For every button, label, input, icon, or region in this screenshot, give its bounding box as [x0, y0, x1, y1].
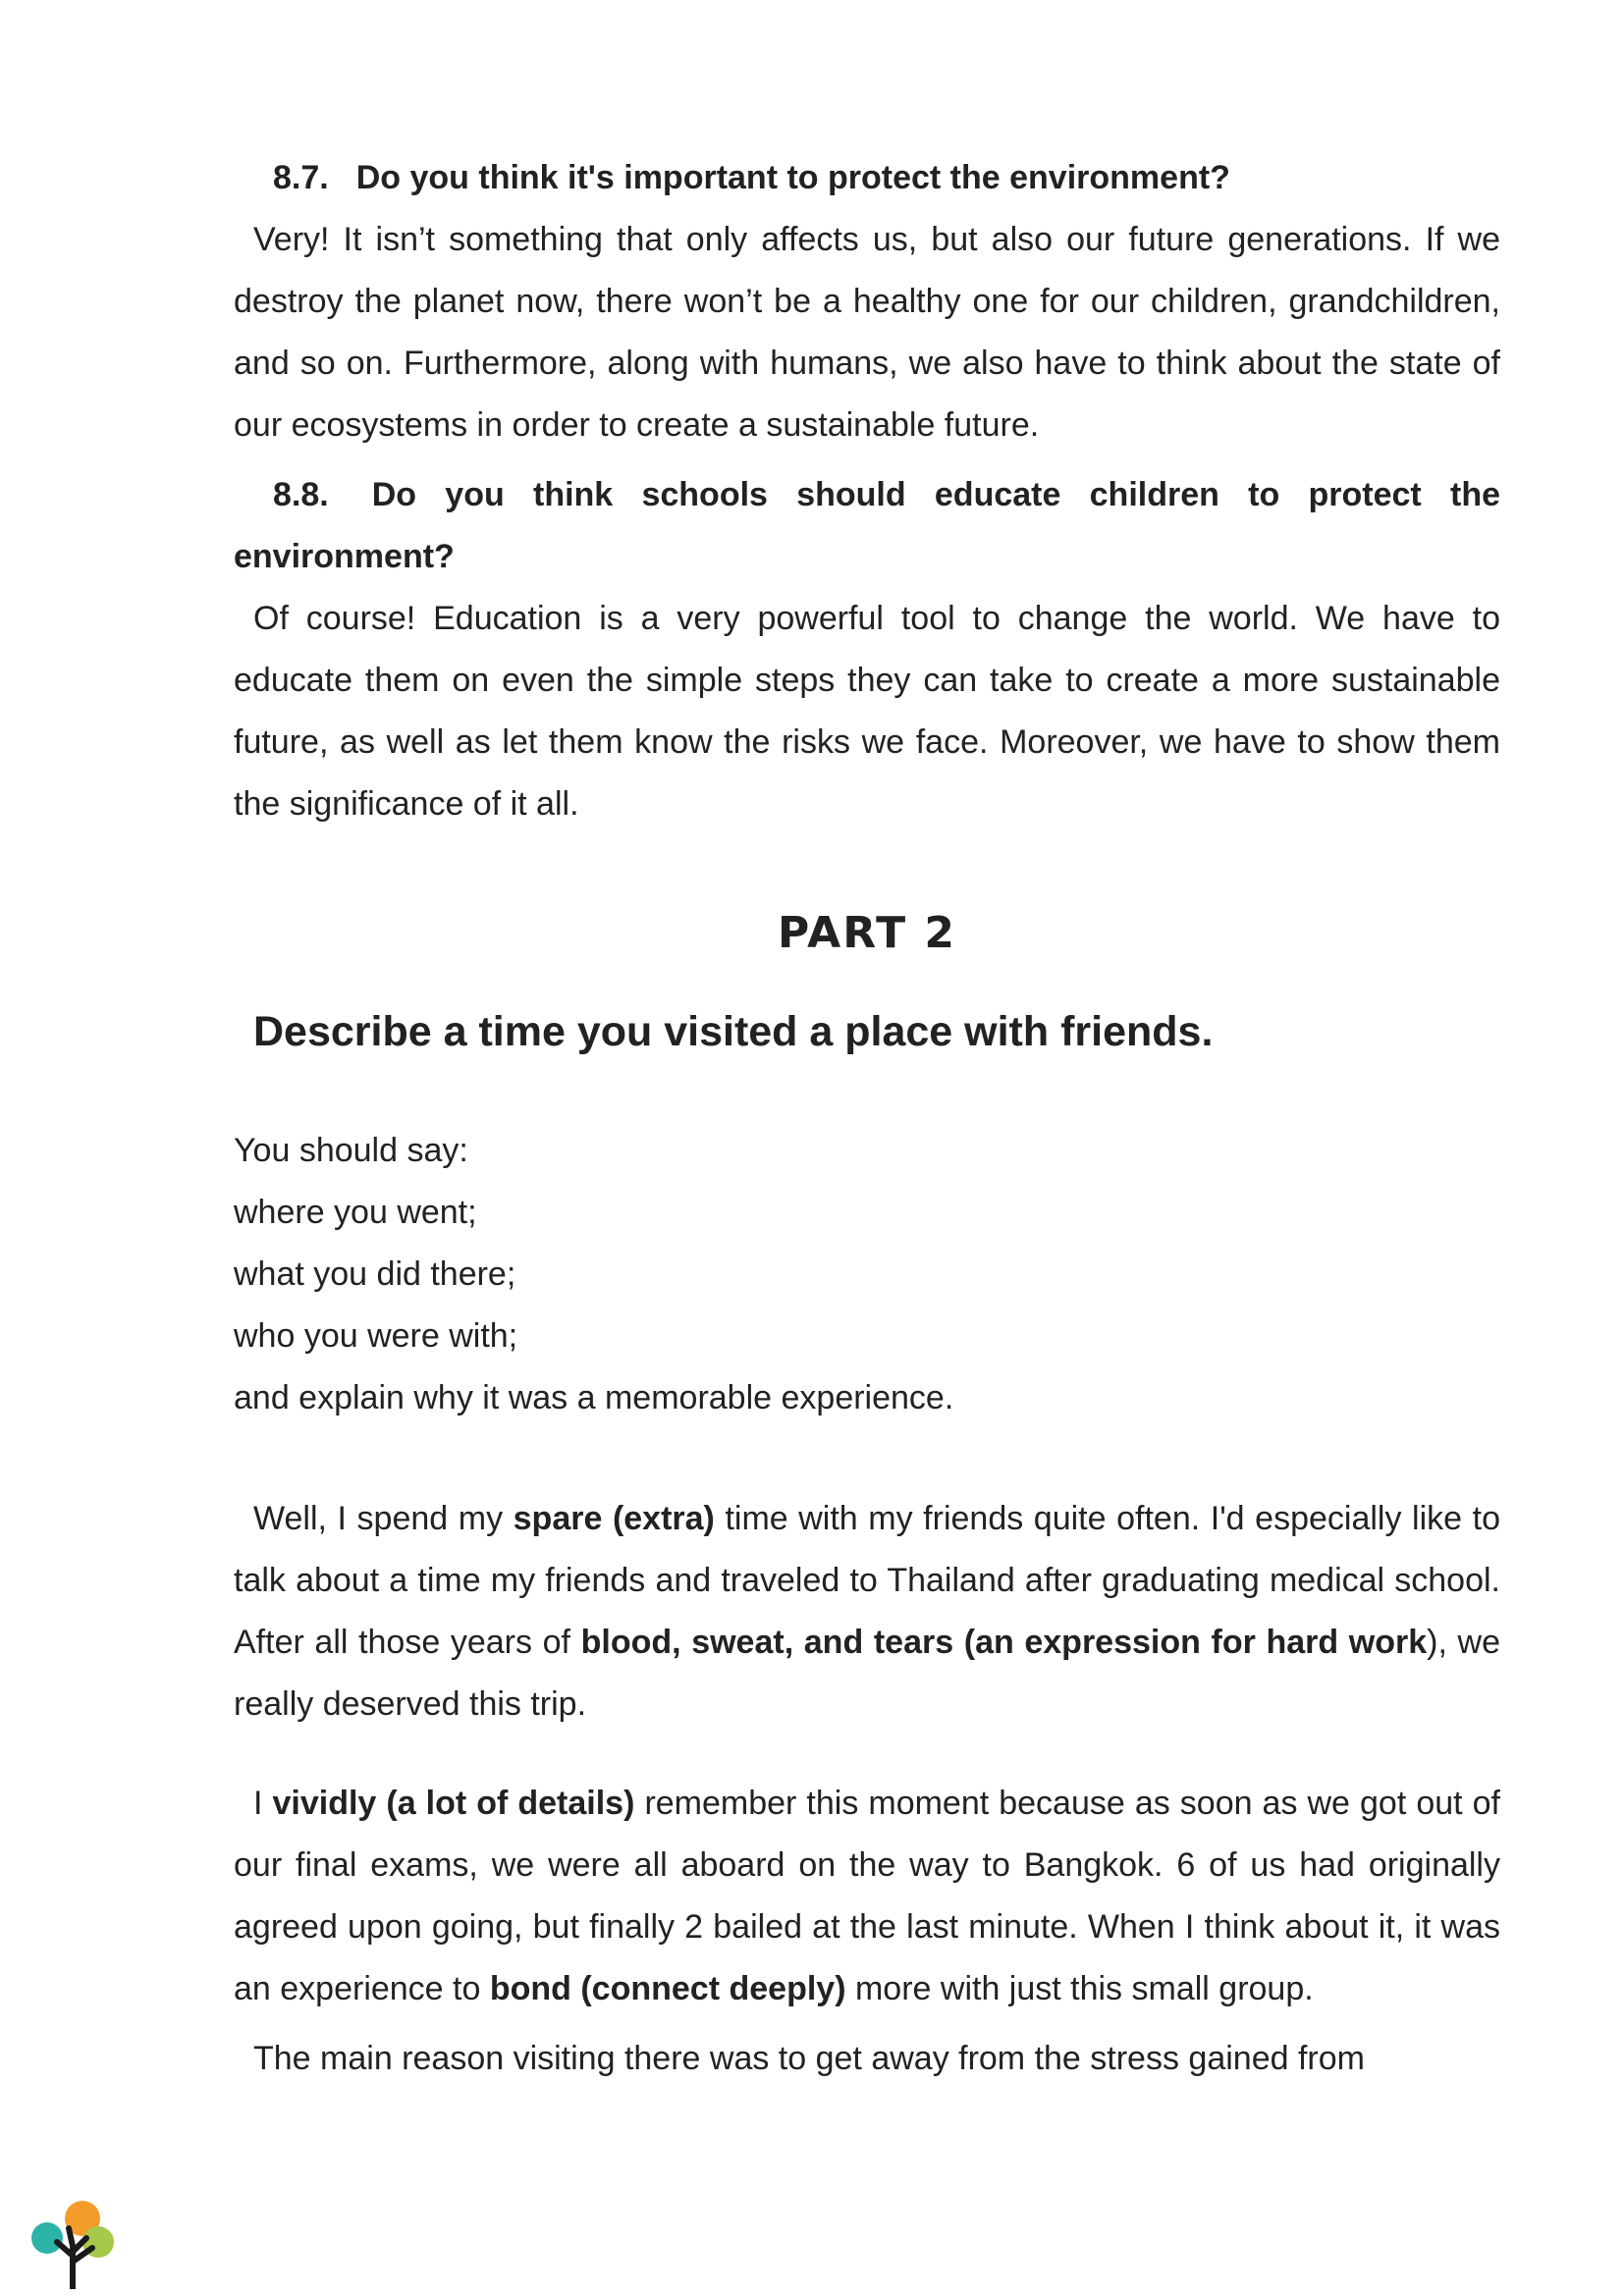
question-8-8-heading — [234, 464, 1500, 588]
answer-paragraph-2 — [234, 1773, 1500, 2020]
cue-card-topic: Describe a time you visited a place with friends. — [253, 1008, 1214, 1055]
text-run: more with just this small group. — [845, 1970, 1314, 2007]
answer-8-8: Of course! Education is a very powerful tool to change the world. We have to educate them on even the simple steps they can take to create a more sustainable future, as well as let them know the risks we face. Moreover, we have to show them the significance of it all. — [234, 600, 1500, 823]
vocab-highlight: blood, sweat, and tears (an expression for hard work — [580, 1624, 1428, 1661]
tree-logo-icon — [27, 2199, 122, 2289]
page-content — [234, 147, 1500, 2098]
question-text: Do you think it's important to protect the environment? — [355, 159, 1230, 196]
text-run: remember this moment because as soon as we got out of our final exams, we were all aboard on the way to Bangkok. 6 of us had originally agreed upon going, but finally 2 bailed at the last minute. When I think about it, it was an experience to — [234, 1785, 1500, 2007]
part-title: PART 2 — [777, 908, 957, 958]
answer-8-7: Very! It isn’t something that only affects us, but also our future generations. If we destroy the planet now, there won’t be a healthy one for our children, grandchildren, and so on. Furthermore, along with humans, we also have to think about the state of our ecosystems in order to create a sustainable future. — [234, 221, 1500, 444]
vocab-highlight: bond (connect deeply) — [489, 1970, 846, 2007]
text-run: Well, I spend my — [253, 1500, 514, 1537]
question-8-7-heading — [234, 147, 1500, 209]
question-text: Do you think schools should educate children to protect the environment? — [234, 476, 1500, 575]
spacer — [234, 1429, 1500, 1488]
answer-paragraph-3: The main reason visiting there was to get away from the stress gained from — [253, 2040, 1365, 2077]
cue-card-prompts — [234, 1120, 1500, 1429]
vocab-highlight: vividly (a lot of details) — [272, 1785, 635, 1822]
cue-intro: You should say: — [234, 1132, 468, 1169]
question-number: 8.8. — [273, 476, 329, 513]
text-run: ), we really deserved this trip. — [234, 1624, 1500, 1723]
cue-item: who you were with; — [234, 1317, 518, 1355]
answer-paragraph-1 — [234, 1488, 1500, 1735]
question-number: 8.7. — [273, 159, 329, 196]
text-run: I — [253, 1785, 273, 1822]
cue-item: and explain why it was a memorable experience. — [234, 1379, 954, 1416]
text-run: time with my friends quite often. I'd especially like to talk about a time my friends and traveled to Thailand after graduating medical school. After all those years of — [234, 1500, 1500, 1661]
cue-item: where you went; — [234, 1194, 477, 1231]
vocab-highlight: spare (extra) — [513, 1500, 715, 1537]
cue-item: what you did there; — [234, 1255, 516, 1293]
